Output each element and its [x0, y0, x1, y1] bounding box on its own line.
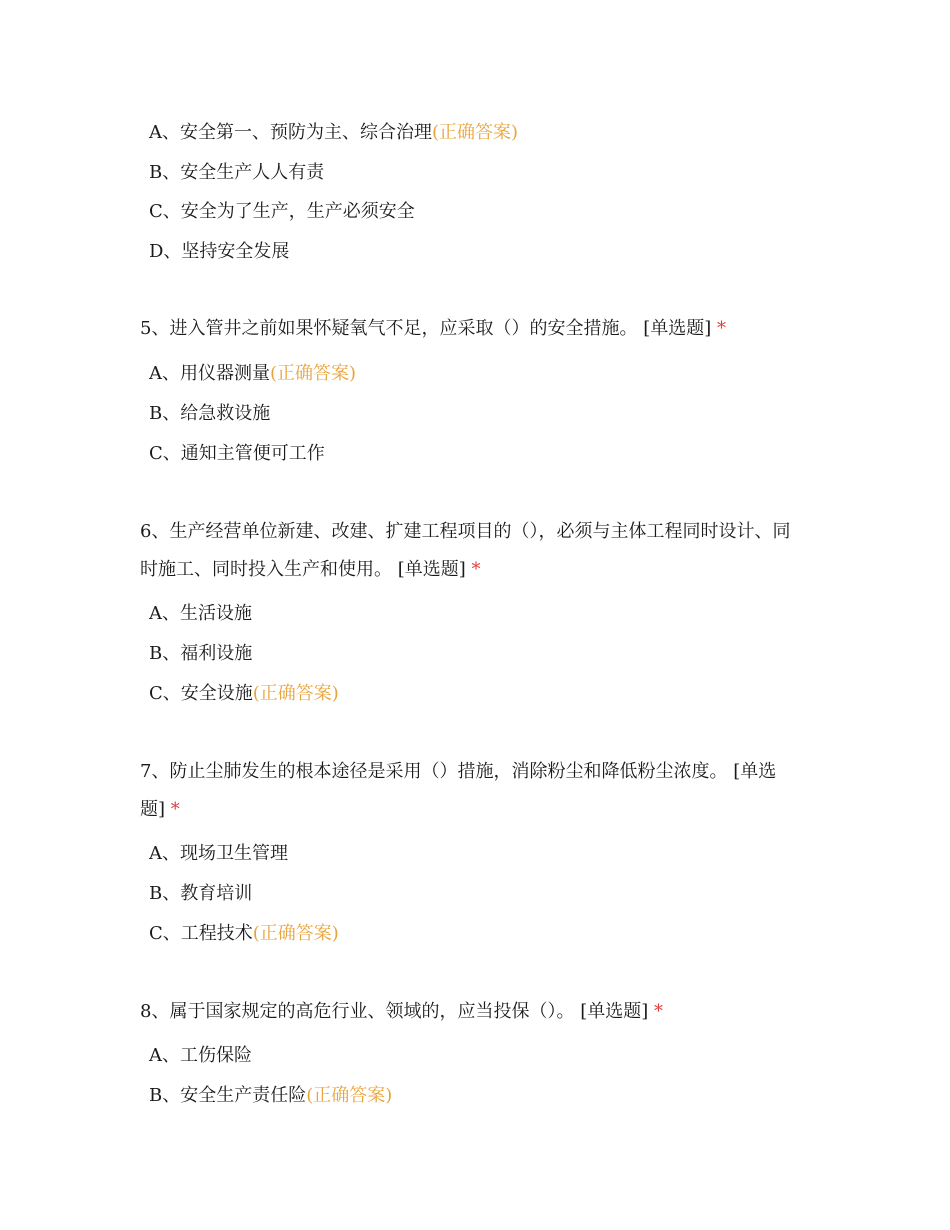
question-text: 8、属于国家规定的高危行业、领域的，应当投保（）。	[140, 1001, 575, 1022]
q5-question	[140, 310, 800, 348]
question-text: 7、防止尘肺发生的根本途径是采用（）措施，消除粉尘和降低粉尘浓度。	[140, 761, 728, 782]
q6-option-c	[149, 682, 339, 706]
q6-option-b	[149, 642, 252, 666]
correct-answer-mark: (正确答案)	[270, 363, 357, 384]
q4-option-d	[149, 240, 289, 264]
q7-option-a	[149, 842, 288, 866]
question-type: [单选题]	[140, 761, 777, 820]
correct-answer-mark: (正确答案)	[432, 122, 519, 143]
option-text: C、安全为了生产，生产必须安全	[149, 201, 415, 222]
question-text: 5、进入管井之前如果怀疑氧气不足，应采取（）的安全措施。	[140, 318, 638, 339]
q5-option-c	[149, 442, 325, 466]
q7-question	[140, 753, 800, 829]
option-text: A、用仪器测量	[149, 363, 270, 384]
q8-question	[140, 993, 800, 1031]
option-text: A、安全第一、预防为主、综合治理	[149, 122, 432, 143]
option-text: C、安全设施	[149, 683, 253, 704]
required-mark: *	[170, 799, 180, 820]
required-mark: *	[716, 318, 726, 339]
correct-answer-mark: (正确答案)	[252, 923, 339, 944]
question-type: [单选题]	[397, 559, 466, 580]
option-text: B、安全生产人人有责	[149, 162, 325, 183]
option-text: B、安全生产责任险	[149, 1085, 307, 1106]
option-text: B、教育培训	[149, 883, 253, 904]
q6-question	[140, 513, 800, 589]
correct-answer-mark: (正确答案)	[252, 683, 339, 704]
option-text: A、现场卫生管理	[149, 843, 288, 864]
q4-option-b	[149, 161, 324, 185]
question-type: [单选题]	[643, 318, 712, 339]
question-text: 6、生产经营单位新建、改建、扩建工程项目的（），必须与主体工程同时设计、同时施工、同时投入生产和使用。	[140, 521, 791, 580]
q4-option-c	[149, 200, 415, 224]
option-text: A、生活设施	[149, 603, 252, 624]
correct-answer-mark: (正确答案)	[306, 1085, 393, 1106]
q8-option-a	[149, 1044, 252, 1068]
question-type: [单选题]	[580, 1001, 649, 1022]
q7-option-c	[149, 922, 339, 946]
q5-option-b	[149, 402, 270, 426]
option-text: A、工伤保险	[149, 1045, 252, 1066]
q5-option-a	[149, 362, 356, 386]
q7-option-b	[149, 882, 252, 906]
option-text: C、通知主管便可工作	[149, 443, 325, 464]
required-mark: *	[471, 559, 481, 580]
q6-option-a	[149, 602, 252, 626]
q8-option-b	[149, 1084, 392, 1108]
required-mark: *	[653, 1001, 663, 1022]
option-text: D、坚持安全发展	[149, 241, 290, 262]
option-text: B、福利设施	[149, 643, 253, 664]
q4-option-a	[149, 121, 518, 145]
option-text: B、给急救设施	[149, 403, 271, 424]
option-text: C、工程技术	[149, 923, 253, 944]
